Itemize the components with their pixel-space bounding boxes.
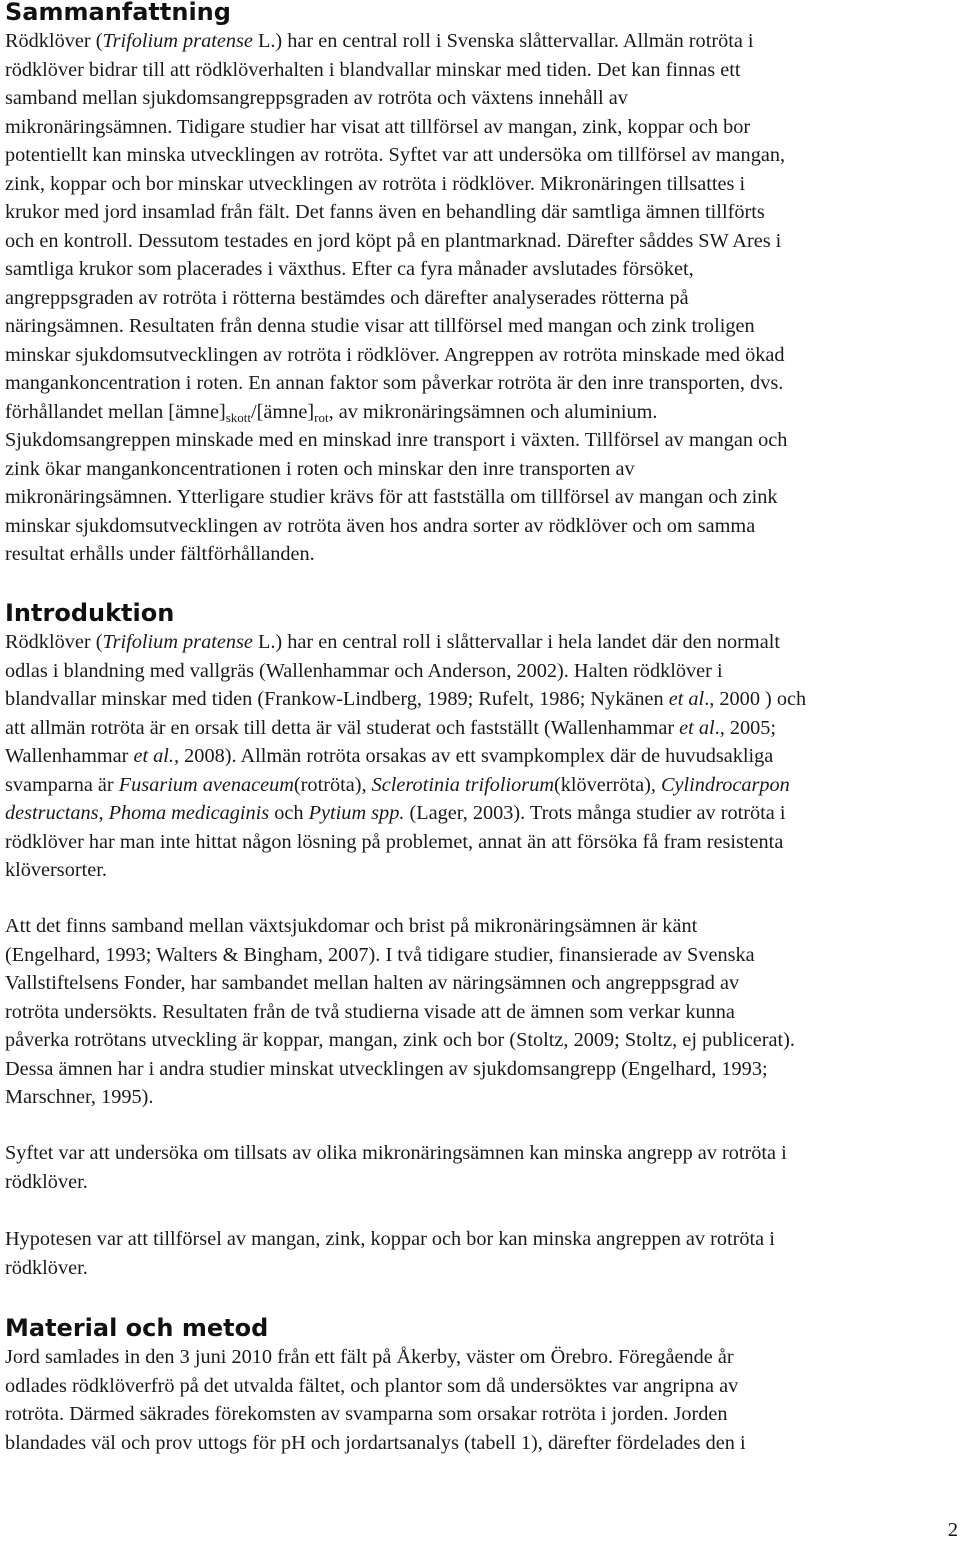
text-line: svamparna är Fusarium avenaceum(rotröta), Sclerotinia trifoliorum(klöverröta), Cylindrocarpon	[5, 773, 790, 796]
text-line: Hypotesen var att tillförsel av mangan, zink, koppar och bor kan minska angreppen av rotröta i	[5, 1228, 775, 1250]
text-line: zink, koppar och bor minskar utvecklingen av rotröta i rödklöver. Mikronäringen tillsattes i	[5, 172, 746, 195]
paragraph-introduktion-1	[5, 628, 806, 885]
paragraph-sammanfattning	[5, 27, 787, 569]
text-line: potentiellt kan minska utvecklingen av rotröta. Syftet var att undersöka om tillförsel av mangan,	[5, 144, 786, 166]
text-line: blandades väl och prov uttogs för pH och jordartsanalys (tabell 1), därefter fördelades den i	[5, 1431, 746, 1454]
text-line: minskar sjukdomsutvecklingen av rotröta även hos andra sorter av rödklöver och om samma	[5, 514, 756, 537]
page-number: 2	[947, 1519, 958, 1541]
text-line: rödklöver har man inte hittat någon lösning på problemet, annat än att försöka få fram resistenta	[5, 830, 784, 853]
text-line: Dessa ämnen har i andra studier minskat utvecklingen av sjukdomsangrepp (Engelhard, 1993;	[5, 1057, 768, 1080]
text-line: zink ökar mangankoncentrationen i roten och minskar den inre transporten av	[5, 457, 635, 480]
text-line: mikronäringsämnen. Ytterligare studier krävs för att fastställa om tillförsel av mangan och zink	[5, 486, 778, 508]
text-line: klöversorter.	[5, 859, 107, 881]
text-line: Att det finns samband mellan växtsjukdomar och brist på mikronäringsämnen är känt	[5, 915, 698, 937]
text-line: mangankoncentration i roten. En annan faktor som påverkar rotröta är den inre transporten, dvs.	[5, 372, 784, 394]
text-line: påverka rotrötans utveckling är koppar, mangan, zink och bor (Stoltz, 2009; Stoltz, ej publicerat).	[5, 1029, 795, 1051]
text-line: krukor med jord insamlad från fält. Det fanns även en behandling där samtliga ämnen tillförts	[5, 201, 765, 223]
text-line: Sjukdomsangreppen minskade med en minskad inre transport i växten. Tillförsel av mangan och	[5, 429, 788, 451]
text-line: att allmän rotröta är en orsak till detta är väl studerat och fastställt (Wallenhammar et al., 2005;	[5, 716, 777, 739]
text-line: förhållandet mellan $[ämne]_{skott}/[ämne]_{rot}$, av mikronäringsämnen och aluminium.	[5, 400, 658, 425]
text-line: blandvallar minskar med tiden (Frankow-Lindberg, 1989; Rufelt, 1986; Nykänen et al., 2000 ) och	[5, 688, 807, 710]
text-line: Vallstiftelsens Fonder, har sambandet mellan halten av näringsämnen och angreppsgrad av	[5, 972, 740, 994]
text-line: Syftet var att undersöka om tillsats av olika mikronäringsämnen kan minska angrepp av rotröta i	[5, 1142, 787, 1164]
text-line: odlas i blandning med vallgräs (Wallenhammar och Anderson, 2002). Halten rödklöver i	[5, 659, 723, 682]
text-line: angreppsgraden av rotröta i rötterna bestämdes och därefter analyserades rötterna på	[5, 286, 689, 309]
text-line: rotröta. Därmed säkrades förekomsten av svamparna som orsakar rotröta i jorden. Jorden	[5, 1403, 728, 1425]
text-line: näringsämnen. Resultaten från denna studie visar att tillförsel med mangan och zink troligen	[5, 315, 755, 337]
text-line: Jord samlades in den 3 juni 2010 från ett fält på Åkerby, väster om Örebro. Föregående år	[5, 1346, 734, 1368]
paragraph-introduktion-3	[5, 1139, 787, 1196]
text-line: samtliga krukor som placerades i växthus. Efter ca fyra månader avslutades försöket,	[5, 258, 694, 280]
text-line: odlades rödklöverfrö på det utvalda fältet, och plantor som då undersöktes var angripna av	[5, 1374, 739, 1397]
text-line: Rödklöver (Trifolium pratense L.) har en central roll i slåttervallar i hela landet där den normalt	[5, 631, 780, 653]
heading-sammanfattning: Sammanfattning	[5, 0, 231, 26]
heading-introduktion: Introduktion	[5, 599, 175, 627]
text-line: rödklöver bidrar till att rödklöverhalten i blandvallar minskar med tiden. Det kan finnas ett	[5, 58, 741, 81]
text-line: Wallenhammar et al., 2008). Allmän rotröta orsakas av ett svampkomplex där de huvudsakliga	[5, 745, 774, 767]
text-line: rotröta undersökts. Resultaten från de två studierna visade att de ämnen som verkar kunna	[5, 1000, 735, 1023]
text-line: rödklöver.	[5, 1256, 88, 1279]
text-line: samband mellan sjukdomsangreppsgraden av rotröta och växtens innehåll av	[5, 87, 628, 109]
text-line: rödklöver.	[5, 1170, 88, 1193]
paragraph-introduktion-4	[5, 1225, 775, 1282]
text-line: Marschner, 1995).	[5, 1086, 154, 1108]
heading-material-och-metod: Material och metod	[5, 1314, 269, 1342]
text-line: Rödklöver (Trifolium pratense L.) har en central roll i Svenska slåttervallar. Allmän rotröta i	[5, 30, 754, 52]
text-line: och en kontroll. Dessutom testades en jord köpt på en plantmarknad. Därefter såddes SW Ares i	[5, 229, 782, 252]
text-line: resultat erhålls under fältförhållanden.	[5, 543, 315, 565]
text-line: mikronäringsämnen. Tidigare studier har visat att tillförsel av mangan, zink, koppar och bor	[5, 115, 751, 138]
paragraph-introduktion-2	[5, 912, 795, 1112]
text-line: minskar sjukdomsutvecklingen av rotröta i rödklöver. Angreppen av rotröta minskade med ökad	[5, 343, 785, 366]
text-line: destructans, Phoma medicaginis och Pytium spp. (Lager, 2003). Trots många studier av rotröta i	[5, 802, 786, 824]
text-line: (Engelhard, 1993; Walters & Bingham, 2007). I två tidigare studier, finansierade av Svenska	[5, 943, 755, 966]
paragraph-material	[5, 1343, 746, 1457]
